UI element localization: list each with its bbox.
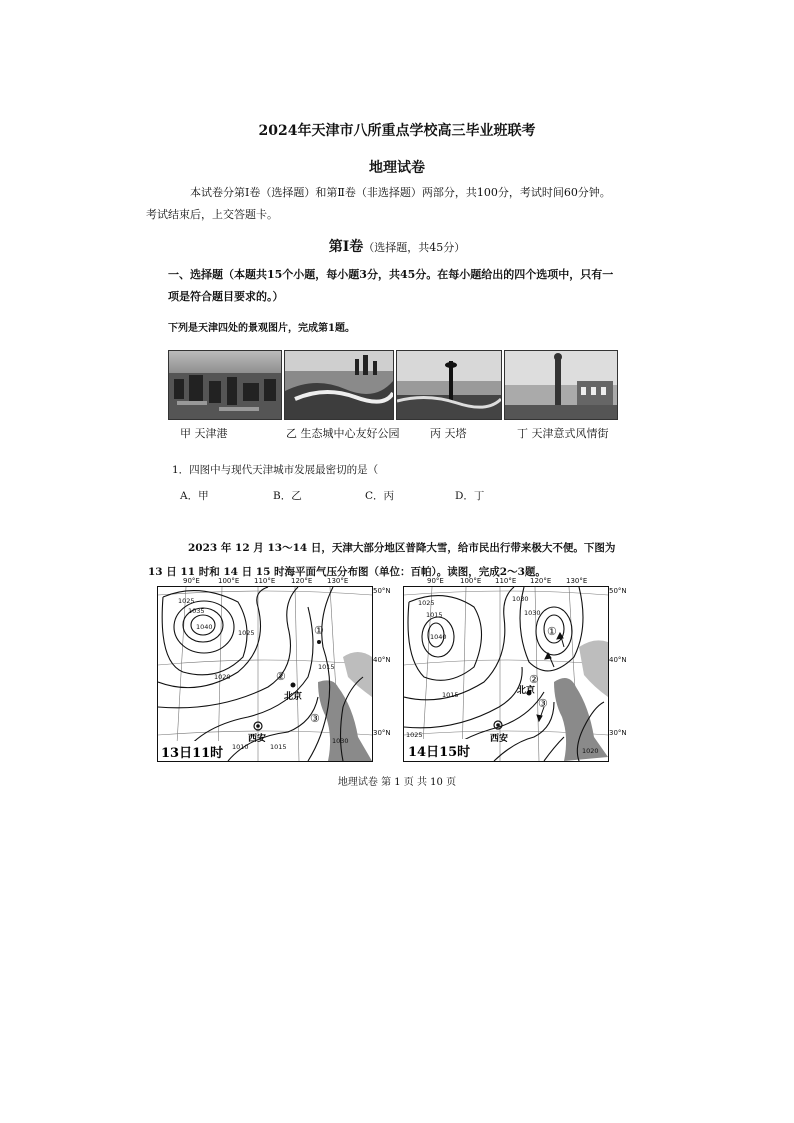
- left-beijing-dot: [291, 683, 296, 688]
- left-lat-30: 30°N: [373, 729, 391, 737]
- right-lon-120: 120°E: [530, 577, 552, 585]
- caption-yi: 乙 生态城中心友好公园: [286, 427, 400, 440]
- right-lon-90: 90°E: [427, 577, 444, 585]
- pressure-map-14th: [403, 586, 609, 762]
- option-c: C．丙: [365, 490, 395, 502]
- left-isobar-label-8: 1015: [270, 743, 287, 751]
- exam-subject: 地理试卷: [369, 160, 425, 176]
- left-city-xian: 西安: [248, 734, 267, 744]
- right-marker-2: ②: [529, 673, 539, 686]
- photo-tianjin-tower-image: [397, 351, 501, 419]
- photo-tianjin-tower: [396, 350, 502, 420]
- left-isobar-label-3: 1040: [196, 623, 213, 631]
- right-map-time-label: 14日15时: [408, 745, 471, 760]
- pressure-map-14th-canvas: [404, 587, 608, 761]
- left-lon-120: 120°E: [291, 577, 313, 585]
- left-map-time-label: 13日11时: [161, 746, 224, 761]
- right-isobar-label-2: 1015: [426, 611, 443, 619]
- left-lat-50: 50°N: [373, 587, 391, 595]
- instructions-line-2: 考试结束后，上交答题卡。: [146, 208, 278, 221]
- photo-tianjin-port: [168, 350, 282, 420]
- left-marker-2: ②: [276, 670, 286, 683]
- section-heading: [0, 236, 794, 256]
- caption-bing: 丙 天塔: [430, 427, 467, 440]
- exam-title: 2024年天津市八所重点学校高三毕业班联考: [258, 123, 536, 139]
- option-a: A．甲: [180, 490, 209, 502]
- left-isobar-label-7: 1010: [232, 743, 249, 751]
- right-isobar-label-6: 1015: [442, 691, 459, 699]
- right-lat-50: 50°N: [609, 587, 627, 595]
- photo-eco-city-park: [284, 350, 394, 420]
- left-lon-100: 100°E: [218, 577, 240, 585]
- part-one-line-1: 一、选择题（本题共15个小题，每小题3分，共45分。在每小题给出的四个选项中，只有一: [168, 268, 614, 281]
- left-marker-3: ③: [310, 712, 320, 725]
- pressure-map-13th: [157, 586, 373, 762]
- caption-jia: 甲 天津港: [180, 427, 228, 440]
- left-isobar-label-2: 1035: [188, 607, 205, 615]
- right-isobar-label-3: 1040: [430, 633, 447, 641]
- page-footer: 地理试卷 第 1 页 共 10 页: [337, 777, 457, 788]
- part-one-line-2: 项是符合题目要求的。）: [168, 290, 284, 303]
- right-marker-3: ③: [538, 697, 548, 710]
- question-2-3-line-2: 13 日 11 时和 14 日 15 时海平面气压分布图（单位：百帕）。读图，完成2～3题。: [148, 566, 546, 578]
- photo-italian-street-image: [505, 351, 617, 419]
- right-city-beijing: 北京: [517, 686, 536, 696]
- right-isobar-label-7: 1020: [582, 747, 599, 755]
- question-2-3-line-1: 2023 年 12 月 13～14 日，天津大部分地区普降大雪，给市民出行带来极大不便。下图为: [188, 542, 616, 554]
- caption-ding: 丁 天津意式风情街: [517, 427, 609, 440]
- right-lon-110: 110°E: [495, 577, 517, 585]
- left-isobar-label-4: 1025: [238, 629, 255, 637]
- right-city-xian: 西安: [490, 734, 509, 744]
- right-lon-130: 130°E: [566, 577, 588, 585]
- right-lat-40: 40°N: [609, 656, 627, 664]
- left-isobar-label-9: 1030: [332, 737, 349, 745]
- right-isobar-label-1: 1025: [418, 599, 435, 607]
- instructions-line-1: 本试卷分第Ⅰ卷（选择题）和第Ⅱ卷（非选择题）两部分，共100分，考试时间60分钟。: [190, 186, 611, 199]
- left-isobar-label-1: 1025: [178, 597, 195, 605]
- right-isobar-label-8: 1025: [406, 731, 423, 739]
- part-one-heading: [168, 264, 638, 308]
- left-isobar-label-6: 1015: [318, 663, 335, 671]
- right-lon-100: 100°E: [460, 577, 482, 585]
- option-b: B．乙: [273, 490, 302, 502]
- left-isobar-label-5: 1020: [214, 673, 231, 681]
- left-lon-90: 90°E: [183, 577, 200, 585]
- photo-eco-city-park-image: [285, 351, 393, 419]
- option-d: D．丁: [455, 490, 485, 502]
- section-note: （选择题，共45分）: [363, 241, 466, 254]
- right-isobar-label-5: 1030: [524, 609, 541, 617]
- right-marker-1: ①: [547, 625, 557, 638]
- left-marker-1: ①: [314, 624, 324, 637]
- photo-tianjin-port-image: [169, 351, 281, 419]
- question-1-stem: 1．四图中与现代天津城市发展最密切的是（: [172, 464, 379, 476]
- photo-italian-street: [504, 350, 618, 420]
- right-isobar-label-4: 1030: [512, 595, 529, 603]
- left-lon-110: 110°E: [254, 577, 276, 585]
- section-title: 第Ⅰ卷: [328, 239, 364, 255]
- left-lon-130: 130°E: [327, 577, 349, 585]
- pressure-map-13th-canvas: [158, 587, 372, 761]
- exam-instructions: [146, 182, 638, 226]
- left-lat-40: 40°N: [373, 656, 391, 664]
- left-city-beijing: 北京: [284, 692, 303, 702]
- question-lead: 下列是天津四处的景观图片，完成第1题。: [168, 323, 355, 334]
- right-lat-30: 30°N: [609, 729, 627, 737]
